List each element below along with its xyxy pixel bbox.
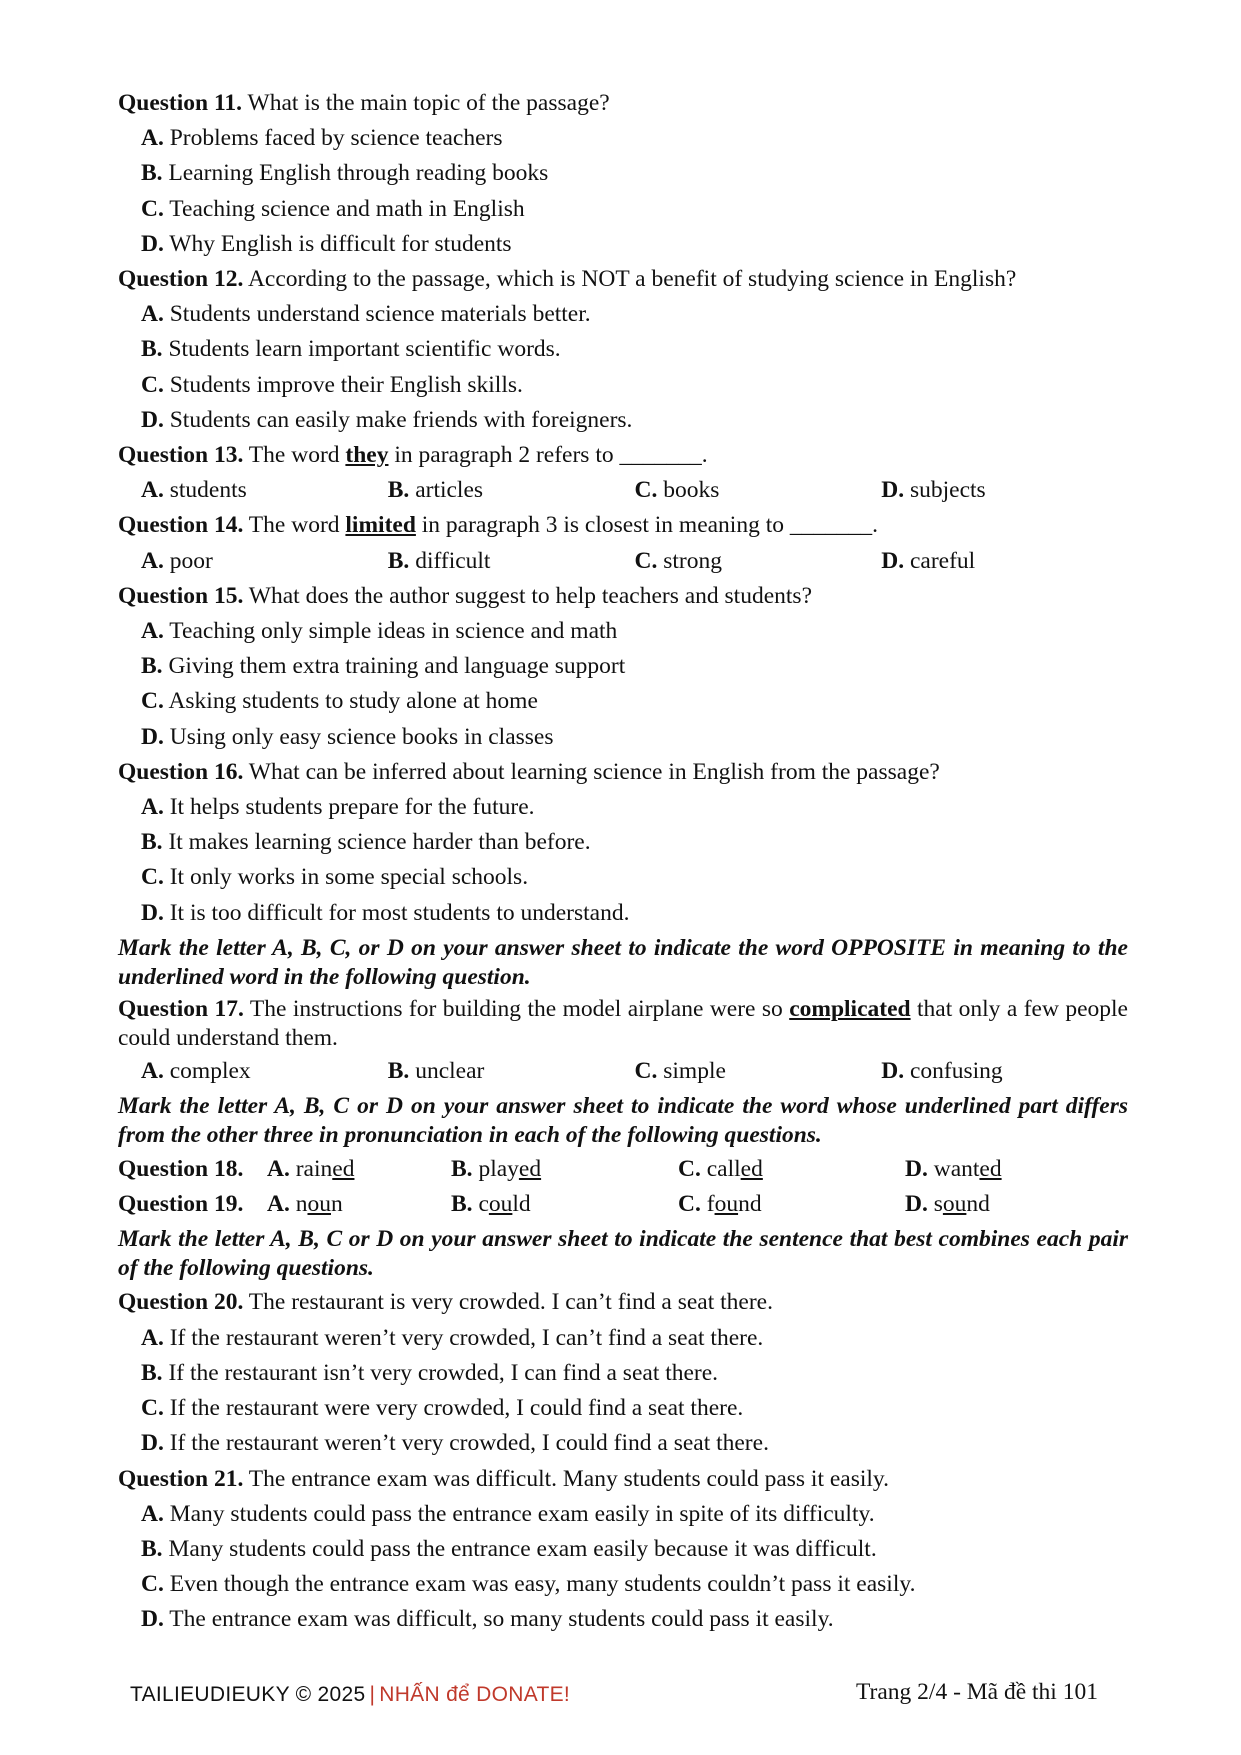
underlined-word: limited	[345, 512, 416, 539]
question-19: Question 19. A. noun B. could C. found D. sound	[118, 1187, 1128, 1222]
option: B. It makes learning science harder than before.	[141, 829, 591, 856]
question-13: Question 13. The word they in paragraph 2 refers to _______.	[118, 442, 708, 469]
underlined-word: they	[345, 442, 389, 469]
option: B. If the restaurant isn’t very crowded, I can find a seat there.	[141, 1359, 719, 1386]
option: B. played	[451, 1156, 542, 1183]
question-16: Question 16. What can be inferred about learning science in English from the passage?	[118, 758, 940, 785]
options-row	[141, 1054, 1128, 1089]
option: C. If the restaurant were very crowded, I could find a seat there.	[141, 1395, 744, 1422]
option: D. Using only easy science books in classes	[141, 723, 554, 750]
instruction-pronunciation: Mark the letter A, B, C or D on your answer sheet to indicate the word whose underlined part differs from the other three in pronunciation in each of the following questions.	[118, 1093, 1128, 1149]
option: C. called	[678, 1156, 763, 1183]
option: C. Even though the entrance exam was easy, many students couldn’t pass it easily.	[141, 1571, 916, 1598]
option: D. sound	[905, 1191, 990, 1218]
exam-page	[118, 86, 1128, 1638]
option: B. articles	[387, 477, 484, 504]
option: B. Learning English through reading books	[141, 160, 549, 187]
options-row	[141, 473, 1128, 508]
option: D. Students can easily make friends with foreigners.	[141, 406, 633, 433]
instruction-opposite: Mark the letter A, B, C, or D on your answer sheet to indicate the word OPPOSITE in meaning to the underlined word in the following question.	[118, 934, 1128, 990]
option: B. unclear	[387, 1057, 485, 1084]
option: C. found	[678, 1191, 762, 1218]
question-18: Question 18. A. rained B. played C. called D. wanted	[118, 1152, 1128, 1187]
option: A. Students understand science materials better.	[141, 301, 591, 328]
question-17: Question 17. The instructions for building the model airplane were so complicated that only a few people could understand them.	[118, 995, 1128, 1051]
question-14: Question 14. The word limited in paragraph 3 is closest in meaning to _______.	[118, 512, 878, 539]
option: B. Giving them extra training and language support	[141, 653, 626, 680]
donate-link[interactable]: NHẤN để DONATE!	[379, 1683, 571, 1706]
question-11: Question 11. What is the main topic of the passage?	[118, 90, 610, 116]
option: D. confusing	[881, 1057, 1003, 1084]
option: D. careful	[881, 547, 976, 574]
question-15: Question 15. What does the author suggest to help teachers and students?	[118, 582, 812, 609]
option: A. It helps students prepare for the future.	[141, 794, 535, 821]
page-number: Trang 2/4 - Mã đề thi 101	[856, 1679, 1098, 1705]
option: C. Teaching science and math in English	[141, 195, 525, 222]
option: C. It only works in some special schools.	[141, 864, 529, 891]
footer-brand	[130, 1683, 570, 1707]
option: D. Why English is difficult for students	[141, 230, 512, 257]
option: C. Students improve their English skills.	[141, 371, 523, 398]
option: D. subjects	[881, 477, 986, 504]
option: A. complex	[141, 1057, 251, 1084]
option: D. wanted	[905, 1156, 1002, 1183]
question-20: Question 20. The restaurant is very crowded. I can’t find a seat there.	[118, 1289, 773, 1316]
instruction-combine: Mark the letter A, B, C or D on your answer sheet to indicate the sentence that best combines each pair of the following questions.	[118, 1226, 1128, 1282]
option: B. difficult	[387, 547, 491, 574]
option: D. The entrance exam was difficult, so many students could pass it easily.	[141, 1606, 834, 1633]
option: B. Students learn important scientific words.	[141, 336, 561, 363]
option: B. could	[451, 1191, 531, 1218]
option: D. If the restaurant weren’t very crowded, I could find a seat there.	[141, 1430, 769, 1457]
option: A. Teaching only simple ideas in science and math	[141, 618, 618, 645]
footer-separator: |	[369, 1683, 376, 1706]
option: A. If the restaurant weren’t very crowded, I can’t find a seat there.	[141, 1324, 764, 1351]
option: A. students	[141, 477, 247, 504]
options-row	[141, 544, 1128, 579]
underlined-word: complicated	[789, 995, 911, 1022]
option: A. poor	[141, 547, 213, 574]
option: A. Many students could pass the entrance exam easily in spite of its difficulty.	[141, 1500, 875, 1527]
footer-copyright: TAILIEUDIEUKY © 2025	[130, 1683, 366, 1706]
option: A. rained	[267, 1156, 355, 1183]
option: A. Problems faced by science teachers	[141, 125, 503, 152]
option: A. noun	[267, 1191, 343, 1218]
option: B. Many students could pass the entrance exam easily because it was difficult.	[141, 1535, 877, 1562]
option: C. strong	[634, 547, 722, 574]
option: C. simple	[634, 1057, 726, 1084]
question-12: Question 12. According to the passage, which is NOT a benefit of studying science in English?	[118, 266, 1017, 293]
option: C. books	[634, 477, 720, 504]
option: D. It is too difficult for most students to understand.	[141, 899, 630, 926]
option: C. Asking students to study alone at home	[141, 688, 538, 715]
question-21: Question 21. The entrance exam was difficult. Many students could pass it easily.	[118, 1465, 890, 1492]
